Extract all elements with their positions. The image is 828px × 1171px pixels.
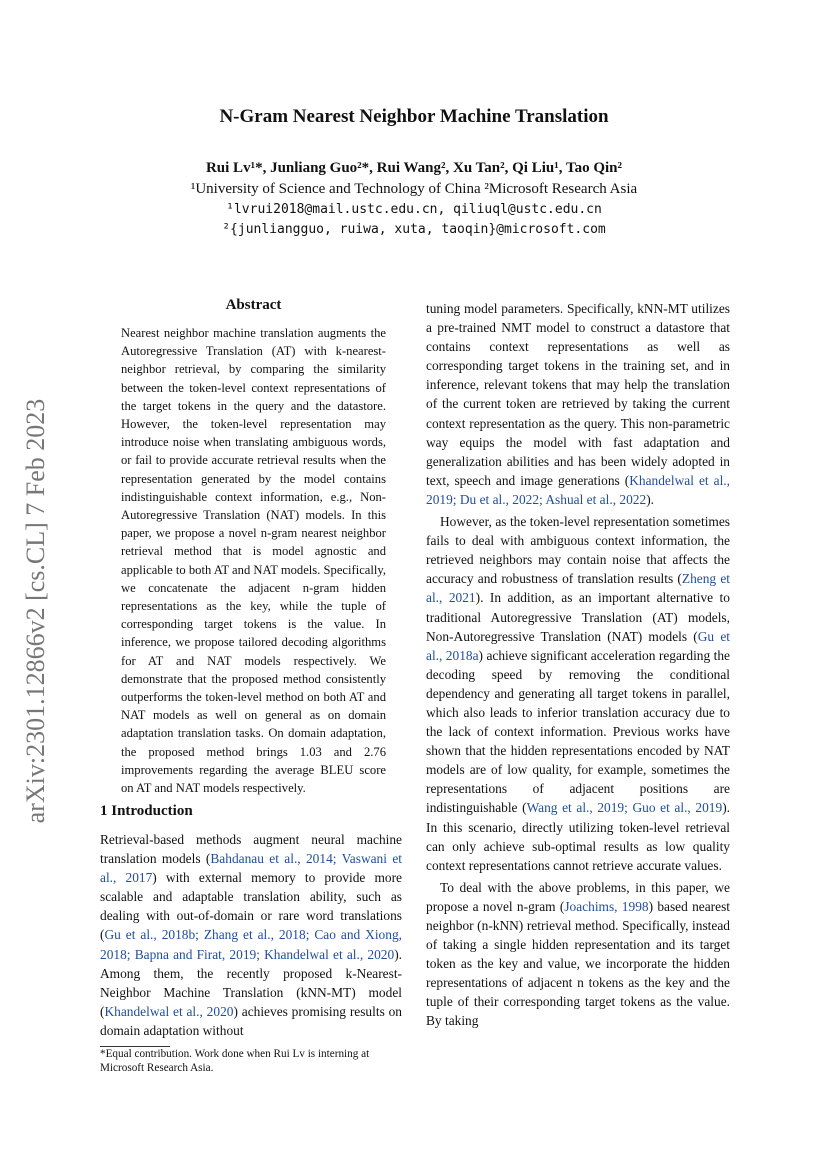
body-text: However, as the token-level representation sometimes fails to deal with ambiguous context information, the retrieved neighbors may contain noise that affects the accuracy and robustness of translation results ( xyxy=(426,514,730,587)
right-paragraph xyxy=(426,878,730,1031)
citation-link[interactable]: Gu et al., 2018b; Zhang et al., 2018; Cao and Xiong, 2018; Bapna and Firat, 2019; Khandelwal et al., 2020 xyxy=(100,927,402,962)
right-paragraph xyxy=(426,299,730,509)
body-text: tuning model parameters. Specifically, kNN-MT utilizes a pre-trained NMT model to construct a datastore that contains context representations as well as corresponding target tokens in the training set, and in inference, relevant tokens that may help the translation of the current token are retrieved by taking the current context representation as the query. This non-parametric way equips the model with fast adaptation and generalization abilities and has been widely adopted in text, speech and image generations ( xyxy=(426,301,730,488)
arxiv-identifier: arXiv:2301.12866v2 [cs.CL] 7 Feb 2023 xyxy=(21,398,50,824)
footnote: *Equal contribution. Work done when Rui Lv is interning at Microsoft Research Asia. xyxy=(100,1048,370,1075)
arxiv-sidebar xyxy=(22,376,50,846)
intro-text: Retrieval-based methods augment neural machine translation models ( xyxy=(100,832,402,867)
citation-link[interactable]: Zheng et al., 2021 xyxy=(426,571,730,606)
paper-title: N-Gram Nearest Neighbor Machine Translation xyxy=(219,106,609,127)
abstract-heading: Abstract xyxy=(225,297,282,313)
intro-text: ). Among them, the recently proposed k-Nearest-Neighbor Machine Translation (kNN-MT) model ( xyxy=(100,946,402,1019)
body-text: ). In addition, as an important alternative to traditional Autoregressive Translation (AT) models, Non-Autoregressive Translation (NAT) models ( xyxy=(426,590,730,644)
right-column xyxy=(426,299,730,1031)
citation-link[interactable]: Wang et al., 2019; Guo et al., 2019 xyxy=(526,800,723,816)
citation-link[interactable]: Khandelwal et al., 2019; Du et al., 2022; Ashual et al., 2022 xyxy=(426,472,730,507)
citation-link[interactable]: Gu et al., 2018a xyxy=(426,628,730,663)
body-text: To deal with the above problems, in this paper, we propose a novel n-gram ( xyxy=(426,879,730,914)
author-list: Rui Lv¹*, Junliang Guo²*, Rui Wang², Xu Tan², Qi Liu¹, Tao Qin² xyxy=(205,160,623,176)
intro-text: ) achieves promising results on domain adaptation without xyxy=(100,1003,403,1038)
abstract-text: Nearest neighbor machine translation augments the Autoregressive Translation (AT) with k-nearest-neighbor retrieval, by comparing the similarity between the token-level context representations of the target tokens in the query and the datastore. However, the token-level representation may introduce noise when translating ambiguous words, or fail to provide accurate retrieval results when the representation generated by the model contains indistinguishable context information, e.g., Non-Autoregressive Translation (NAT) models. In this paper, we propose a novel n-gram nearest neighbor retrieval method that is model agnostic and applicable to both AT and NAT models. Specifically, we concatenate the adjacent n-gram hidden representations as the key, while the tuple of corresponding target tokens is the value. In inference, we propose tailored decoding algorithms for AT and NAT models respectively. We demonstrate that the proposed method consistently outperforms the token-level method on both AT and NAT models as well on general as on domain adaptation translation tasks. On domain adaptation, the proposed method brings 1.03 and 2.76 improvements regarding the average BLEU score on AT and NAT models respectively. xyxy=(121,326,386,796)
body-text: ). In this scenario, directly utilizing token-level retrieval can only achieve sub-optimal results as low quality context representations cannot retrieve accurate values. xyxy=(426,800,730,873)
right-paragraph xyxy=(426,512,730,875)
introduction-paragraph xyxy=(100,830,402,1040)
citation-link[interactable]: Khandelwal et al., 2020 xyxy=(104,1003,234,1019)
intro-text: ) with external memory to provide more scalable and adaptable translation ability, such as dealing with out-of-domain or rare word translations ( xyxy=(100,870,402,943)
body-text: ) achieve significant acceleration regarding the decoding speed by removing the conditional dependency and generating all target tokens in parallel, which also leads to inferior translation accuracy due to the lack of context information. Previous works have shown that the hidden representations encoded by NAT models are of low quality, for example, sometimes the representations of adjacent positions are indistinguishable ( xyxy=(426,647,730,816)
body-text: ). xyxy=(646,491,654,507)
email-line-microsoft: ²{junliangguo, ruiwa, xuta, taoqin}@microsoft.com xyxy=(222,222,606,237)
section-heading-introduction: 1 Introduction xyxy=(100,803,193,819)
citation-link[interactable]: Bahdanau et al., 2014; Vaswani et al., 2017 xyxy=(100,851,402,886)
email-line-ustc: ¹lvrui2018@mail.ustc.edu.cn, qiliuql@ustc.edu.cn xyxy=(226,202,602,217)
affiliations: ¹University of Science and Technology of China ²Microsoft Research Asia xyxy=(190,181,638,197)
body-text: ) based nearest neighbor (n-kNN) retrieval method. Specifically, instead of taking a single hidden representation and its target token as the key and value, we incorporate the hidden representations of adjacent n tokens as the key and the tuple of their corresponding target tokens as the value. By taking xyxy=(426,898,731,1029)
citation-link[interactable]: Joachims, 1998 xyxy=(564,898,649,914)
